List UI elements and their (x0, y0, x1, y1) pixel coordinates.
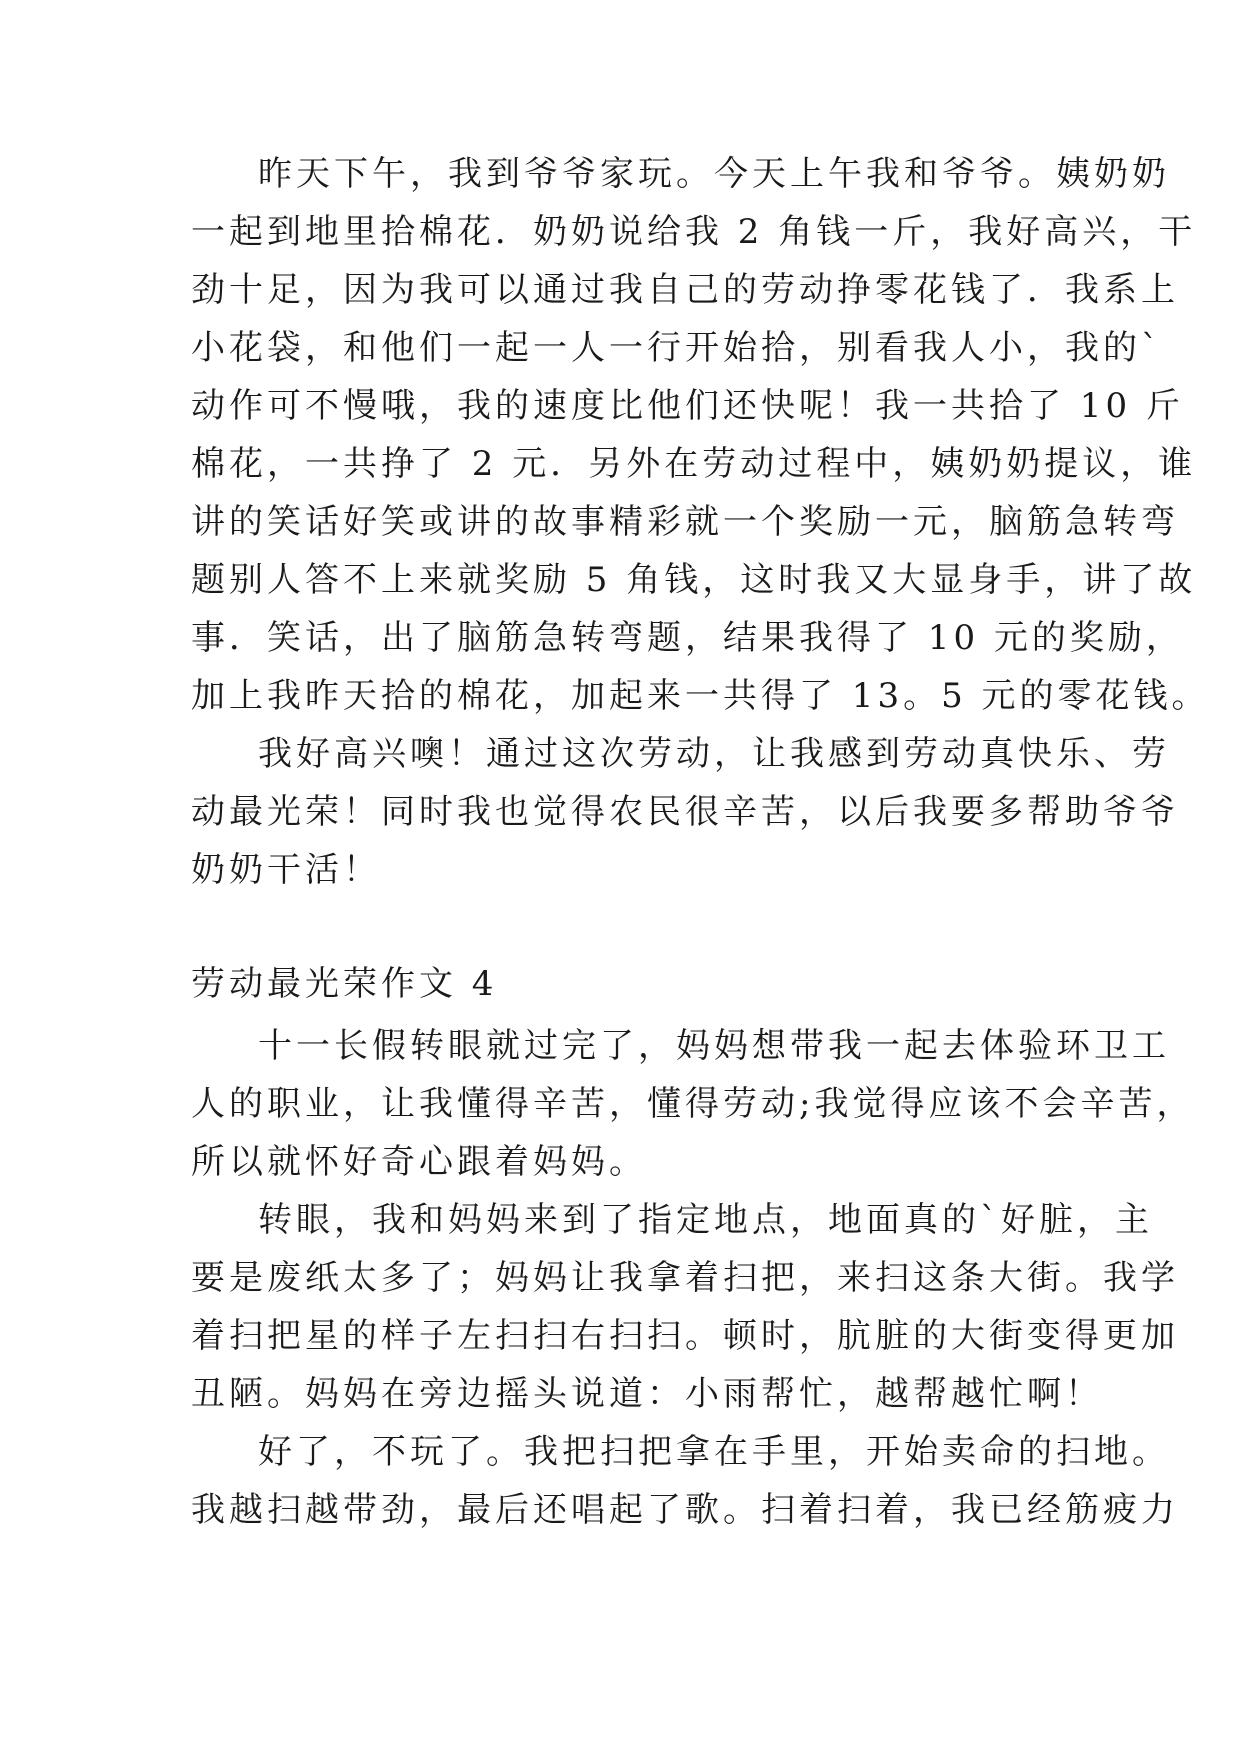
paragraph-line: 着扫把星的样子左扫扫右扫扫。顿时，肮脏的大街变得更加 (191, 1316, 1179, 1356)
paragraph-line: 昨天下午，我到爷爷家玩。今天上午我和爷爷。姨奶奶 (258, 154, 1170, 194)
paragraph-line: 小花袋，和他们一起一人一行开始拾，别看我人小，我的` (191, 328, 1162, 368)
paragraph-line: 我越扫越带劲，最后还唱起了歌。扫着扫着，我已经筋疲力 (191, 1490, 1179, 1530)
paragraph-line: 动最光荣！同时我也觉得农民很辛苦，以后我要多帮助爷爷 (191, 792, 1179, 832)
paragraph-line: 动作可不慢哦，我的速度比他们还快呢！我一共拾了 10 斤 (191, 386, 1184, 426)
paragraph-line: 所以就怀好奇心跟着妈妈。 (191, 1142, 647, 1182)
section-heading: 劳动最光荣作文 4 (191, 964, 498, 1004)
paragraph-line: 我好高兴噢！通过这次劳动，让我感到劳动真快乐、劳 (258, 734, 1170, 774)
paragraph-line: 丑陋。妈妈在旁边摇头说道：小雨帮忙，越帮越忙啊！ (191, 1374, 1103, 1414)
paragraph-line: 十一长假转眼就过完了，妈妈想带我一起去体验环卫工 (258, 1026, 1170, 1066)
paragraph-line: 加上我昨天拾的棉花，加起来一共得了 13。5 元的零花钱。 (191, 676, 1210, 716)
paragraph-line: 好了，不玩了。我把扫把拿在手里，开始卖命的扫地。 (258, 1432, 1170, 1472)
paragraph-line: 转眼，我和妈妈来到了指定地点，地面真的`好脏，主 (258, 1200, 1153, 1240)
paragraph-line: 人的职业，让我懂得辛苦，懂得劳动;我觉得应该不会辛苦， (191, 1084, 1195, 1124)
paragraph-line: 一起到地里拾棉花．奶奶说给我 2 角钱一斤，我好高兴，干 (191, 212, 1197, 252)
paragraph-line: 题别人答不上来就奖励 5 角钱，这时我又大显身手，讲了故 (191, 560, 1197, 600)
paragraph-line: 要是废纸太多了；妈妈让我拿着扫把，来扫这条大街。我学 (191, 1258, 1179, 1298)
paragraph-line: 讲的笑话好笑或讲的故事精彩就一个奖励一元，脑筋急转弯 (191, 502, 1179, 542)
paragraph-line: 棉花，一共挣了 2 元．另外在劳动过程中，姨奶奶提议，谁 (191, 444, 1197, 484)
paragraph-line: 奶奶干活！ (191, 850, 381, 890)
paragraph-line: 劲十足，因为我可以通过我自己的劳动挣零花钱了．我系上 (191, 270, 1179, 310)
paragraph-line: 事．笑话，出了脑筋急转弯题，结果我得了 10 元的奖励， (191, 618, 1184, 658)
